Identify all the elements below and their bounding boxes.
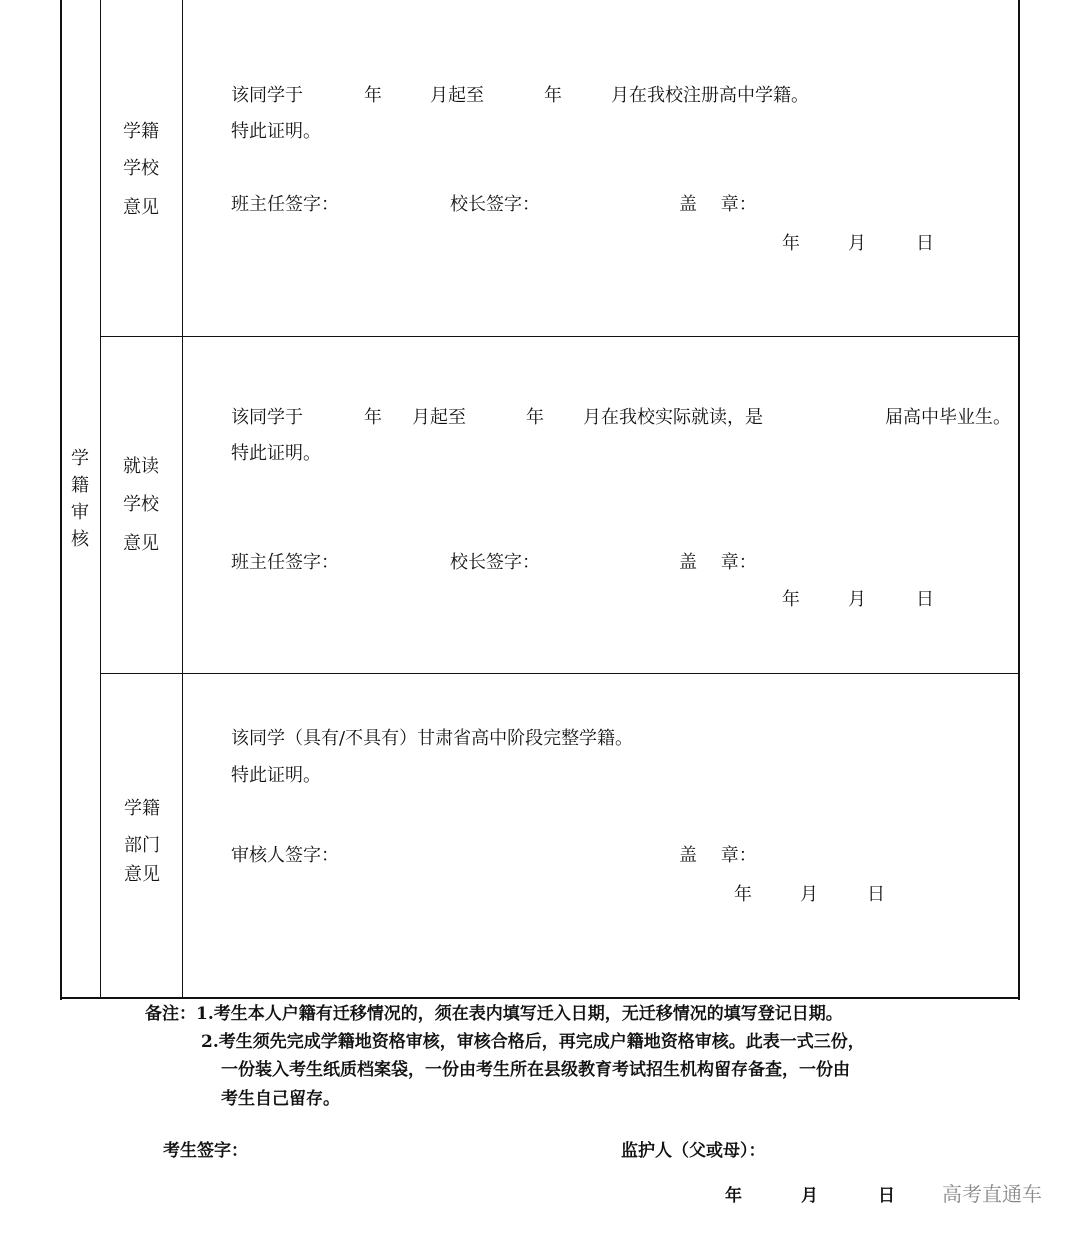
seal-label: 盖 章： [679, 845, 757, 866]
note-2-cont: 一份装入考生纸质档案袋，一份由考生所在县级教育考试招生机构留存备查，一份由 [221, 1060, 850, 1080]
date-year: 年 [782, 589, 800, 610]
date-day: 日 [867, 884, 885, 905]
statement-text: 月在我校注册高中学籍。 [611, 85, 809, 106]
column-divider [100, 0, 101, 998]
statement-text: 年 [364, 85, 382, 106]
certify-text: 特此证明。 [231, 443, 321, 464]
date-year: 年 [782, 233, 800, 254]
section-label: 学校 [123, 494, 159, 515]
date-year: 年 [725, 1186, 742, 1206]
note-2-cont: 考生自己留存。 [221, 1089, 340, 1109]
principal-signature-label: 校长签字： [450, 552, 540, 573]
date-month: 月 [848, 589, 866, 610]
table-border-left [60, 0, 62, 1000]
date-day: 日 [916, 233, 934, 254]
statement-text: 该同学于 [231, 85, 303, 106]
section-label: 学校 [123, 158, 159, 179]
date-month: 月 [800, 884, 818, 905]
date-month: 月 [801, 1186, 818, 1206]
date-day: 日 [916, 589, 934, 610]
date-day: 日 [878, 1186, 895, 1206]
table-border-right [1018, 0, 1020, 1000]
row-divider [100, 336, 1019, 337]
statement-text: 月起至 [430, 85, 484, 106]
certify-text: 特此证明。 [231, 121, 321, 142]
section-label: 意见 [123, 197, 159, 218]
section-label: 学籍 [123, 121, 159, 142]
section-label: 学籍 [124, 798, 160, 819]
principal-signature-label: 校长签字： [450, 194, 540, 215]
section-label: 部门 [124, 835, 160, 856]
section-label: 意见 [124, 864, 160, 885]
student-signature-label: 考生签字： [163, 1141, 248, 1161]
section-label: 就读 [123, 456, 159, 477]
statement-text: 年 [526, 407, 544, 428]
seal-label: 盖 章： [679, 552, 757, 573]
outer-label: 学籍审核 [71, 448, 89, 550]
guardian-signature-label: 监护人（父或母）： [621, 1141, 766, 1161]
seal-label: 盖 章： [679, 194, 757, 215]
note-2: 2.考生须先完成学籍地资格审核，审核合格后，再完成户籍地资格审核。此表一式三份， [201, 1032, 865, 1052]
teacher-signature-label: 班主任签字： [231, 552, 339, 573]
note-1: 备注：1.考生本人户籍有迁移情况的，须在表内填写迁入日期，无迁移情况的填写登记日期。 [145, 1004, 843, 1024]
certify-text: 特此证明。 [231, 765, 321, 786]
watermark: 高考直通车 [942, 1182, 1042, 1206]
table-border-bottom [60, 997, 1020, 999]
statement-text: 月起至 [412, 407, 466, 428]
column-divider [182, 0, 183, 998]
statement-text: 年 [544, 85, 562, 106]
row-divider [100, 673, 1019, 674]
teacher-signature-label: 班主任签字： [231, 194, 339, 215]
statement-text: 月在我校实际就读，是 [583, 407, 763, 428]
statement-text: 该同学（具有/不具有）甘肃省高中阶段完整学籍。 [231, 728, 634, 749]
statement-text: 届高中毕业生。 [885, 407, 1011, 428]
date-month: 月 [848, 233, 866, 254]
statement-text: 该同学于 [231, 407, 303, 428]
date-year: 年 [734, 884, 752, 905]
section-label: 意见 [123, 533, 159, 554]
statement-text: 年 [364, 407, 382, 428]
reviewer-signature-label: 审核人签字： [231, 845, 339, 866]
